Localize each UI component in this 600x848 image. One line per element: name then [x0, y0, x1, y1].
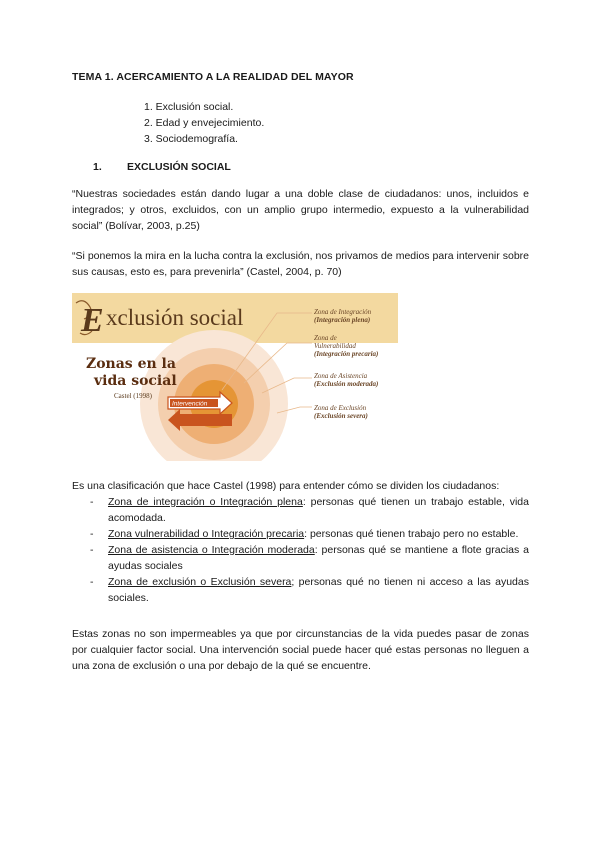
list-item — [90, 494, 529, 526]
toc-item-sociodemography: 3. Sociodemografía. — [144, 133, 238, 145]
zone-name: Zona vulnerabilidad o Integración precaria — [108, 528, 305, 540]
toc-item-age: 2. Edad y envejecimiento. — [144, 117, 265, 129]
zone-description: : personas qué tienen trabajo pero no estable. — [304, 528, 519, 540]
bullet-marker: - — [90, 576, 94, 588]
zone-description: : personas qué tienen un trabajo estable, vida acomodada. — [108, 496, 529, 524]
zone-description: ; personas qué no tienen ni acceso a las ayudas sociales. — [108, 576, 529, 604]
list-item — [90, 542, 529, 574]
zone-name: Zona de integración o Integración plena — [108, 496, 303, 508]
zone-label-exclusion-1: Zona de Exclusión — [314, 404, 367, 412]
figure-title-initial: E — [81, 302, 104, 339]
zone-label-integration-1: Zona de Integración — [314, 308, 372, 316]
quote-bolivar: “Nuestras sociedades están dando lugar a una doble clase de ciudadanos: unos, incluidos e integrados; y otros, excluidos, con un amplio grupo intermedio, expuesto a la vulnerabilidad social” (Bolívar, 2003, p.25) — [72, 188, 529, 232]
zone-label-vulnerability-2: Vulnerabilidad — [314, 342, 356, 350]
intervention-label: Intervención — [172, 400, 208, 408]
toc-item-exclusion: 1. Exclusión social. — [144, 101, 234, 113]
bullet-marker: - — [90, 496, 94, 508]
figure-title: xclusión social — [106, 305, 244, 330]
bullet-marker: - — [90, 544, 94, 556]
zone-label-assistance-1: Zona de Asistencia — [314, 372, 368, 380]
zone-label-exclusion-2: (Exclusión severa) — [314, 412, 368, 420]
section-number: 1. — [93, 161, 102, 173]
bullet-marker: - — [90, 528, 94, 540]
zone-label-vulnerability-1: Zona de — [314, 334, 337, 342]
section-heading — [93, 161, 231, 173]
zone-label-vulnerability-3: (Integración precaria) — [314, 350, 379, 358]
figure-subtitle-line2: vida social — [94, 373, 177, 389]
zone-label-integration-2: (Integración plena) — [314, 316, 371, 324]
figure-subtitle-line1: Zonas en la — [86, 356, 176, 372]
section-title: EXCLUSIÓN SOCIAL — [127, 161, 231, 173]
closing-paragraph: Estas zonas no son impermeables ya que por circunstancias de la vida puedes pasar de zonas por cualquier factor social. Una intervención social puede hacer qué estas personas no lleguen a una zona de exclusión o una por debajo de la qué se encuentre. — [72, 628, 529, 672]
list-item — [90, 526, 529, 542]
classification-intro: Es una clasificación que hace Castel (1998) para entender cómo se dividen los ciudadanos: — [72, 480, 500, 492]
zone-name: Zona de exclusión o Exclusión severa — [108, 576, 292, 588]
exclusion-zones-figure — [72, 293, 398, 461]
list-item — [90, 574, 529, 606]
quote-castel: “Si ponemos la mira en la lucha contra la exclusión, nos privamos de medios para intervenir sobre sus causas, esto es, para prevenirla” (Castel, 2004, p. 70) — [72, 250, 529, 278]
figure-source: Castel (1998) — [114, 392, 152, 400]
zone-label-assistance-2: (Exclusión moderada) — [314, 380, 379, 388]
document-title: TEMA 1. ACERCAMIENTO A LA REALIDAD DEL MAYOR — [72, 71, 354, 83]
zone-description: : personas qué se mantiene a flote gracias a ayudas sociales — [108, 544, 529, 572]
zone-name: Zona de asistencia o Integración moderada — [108, 544, 315, 556]
table-of-contents — [144, 99, 264, 147]
zones-list — [90, 494, 529, 606]
